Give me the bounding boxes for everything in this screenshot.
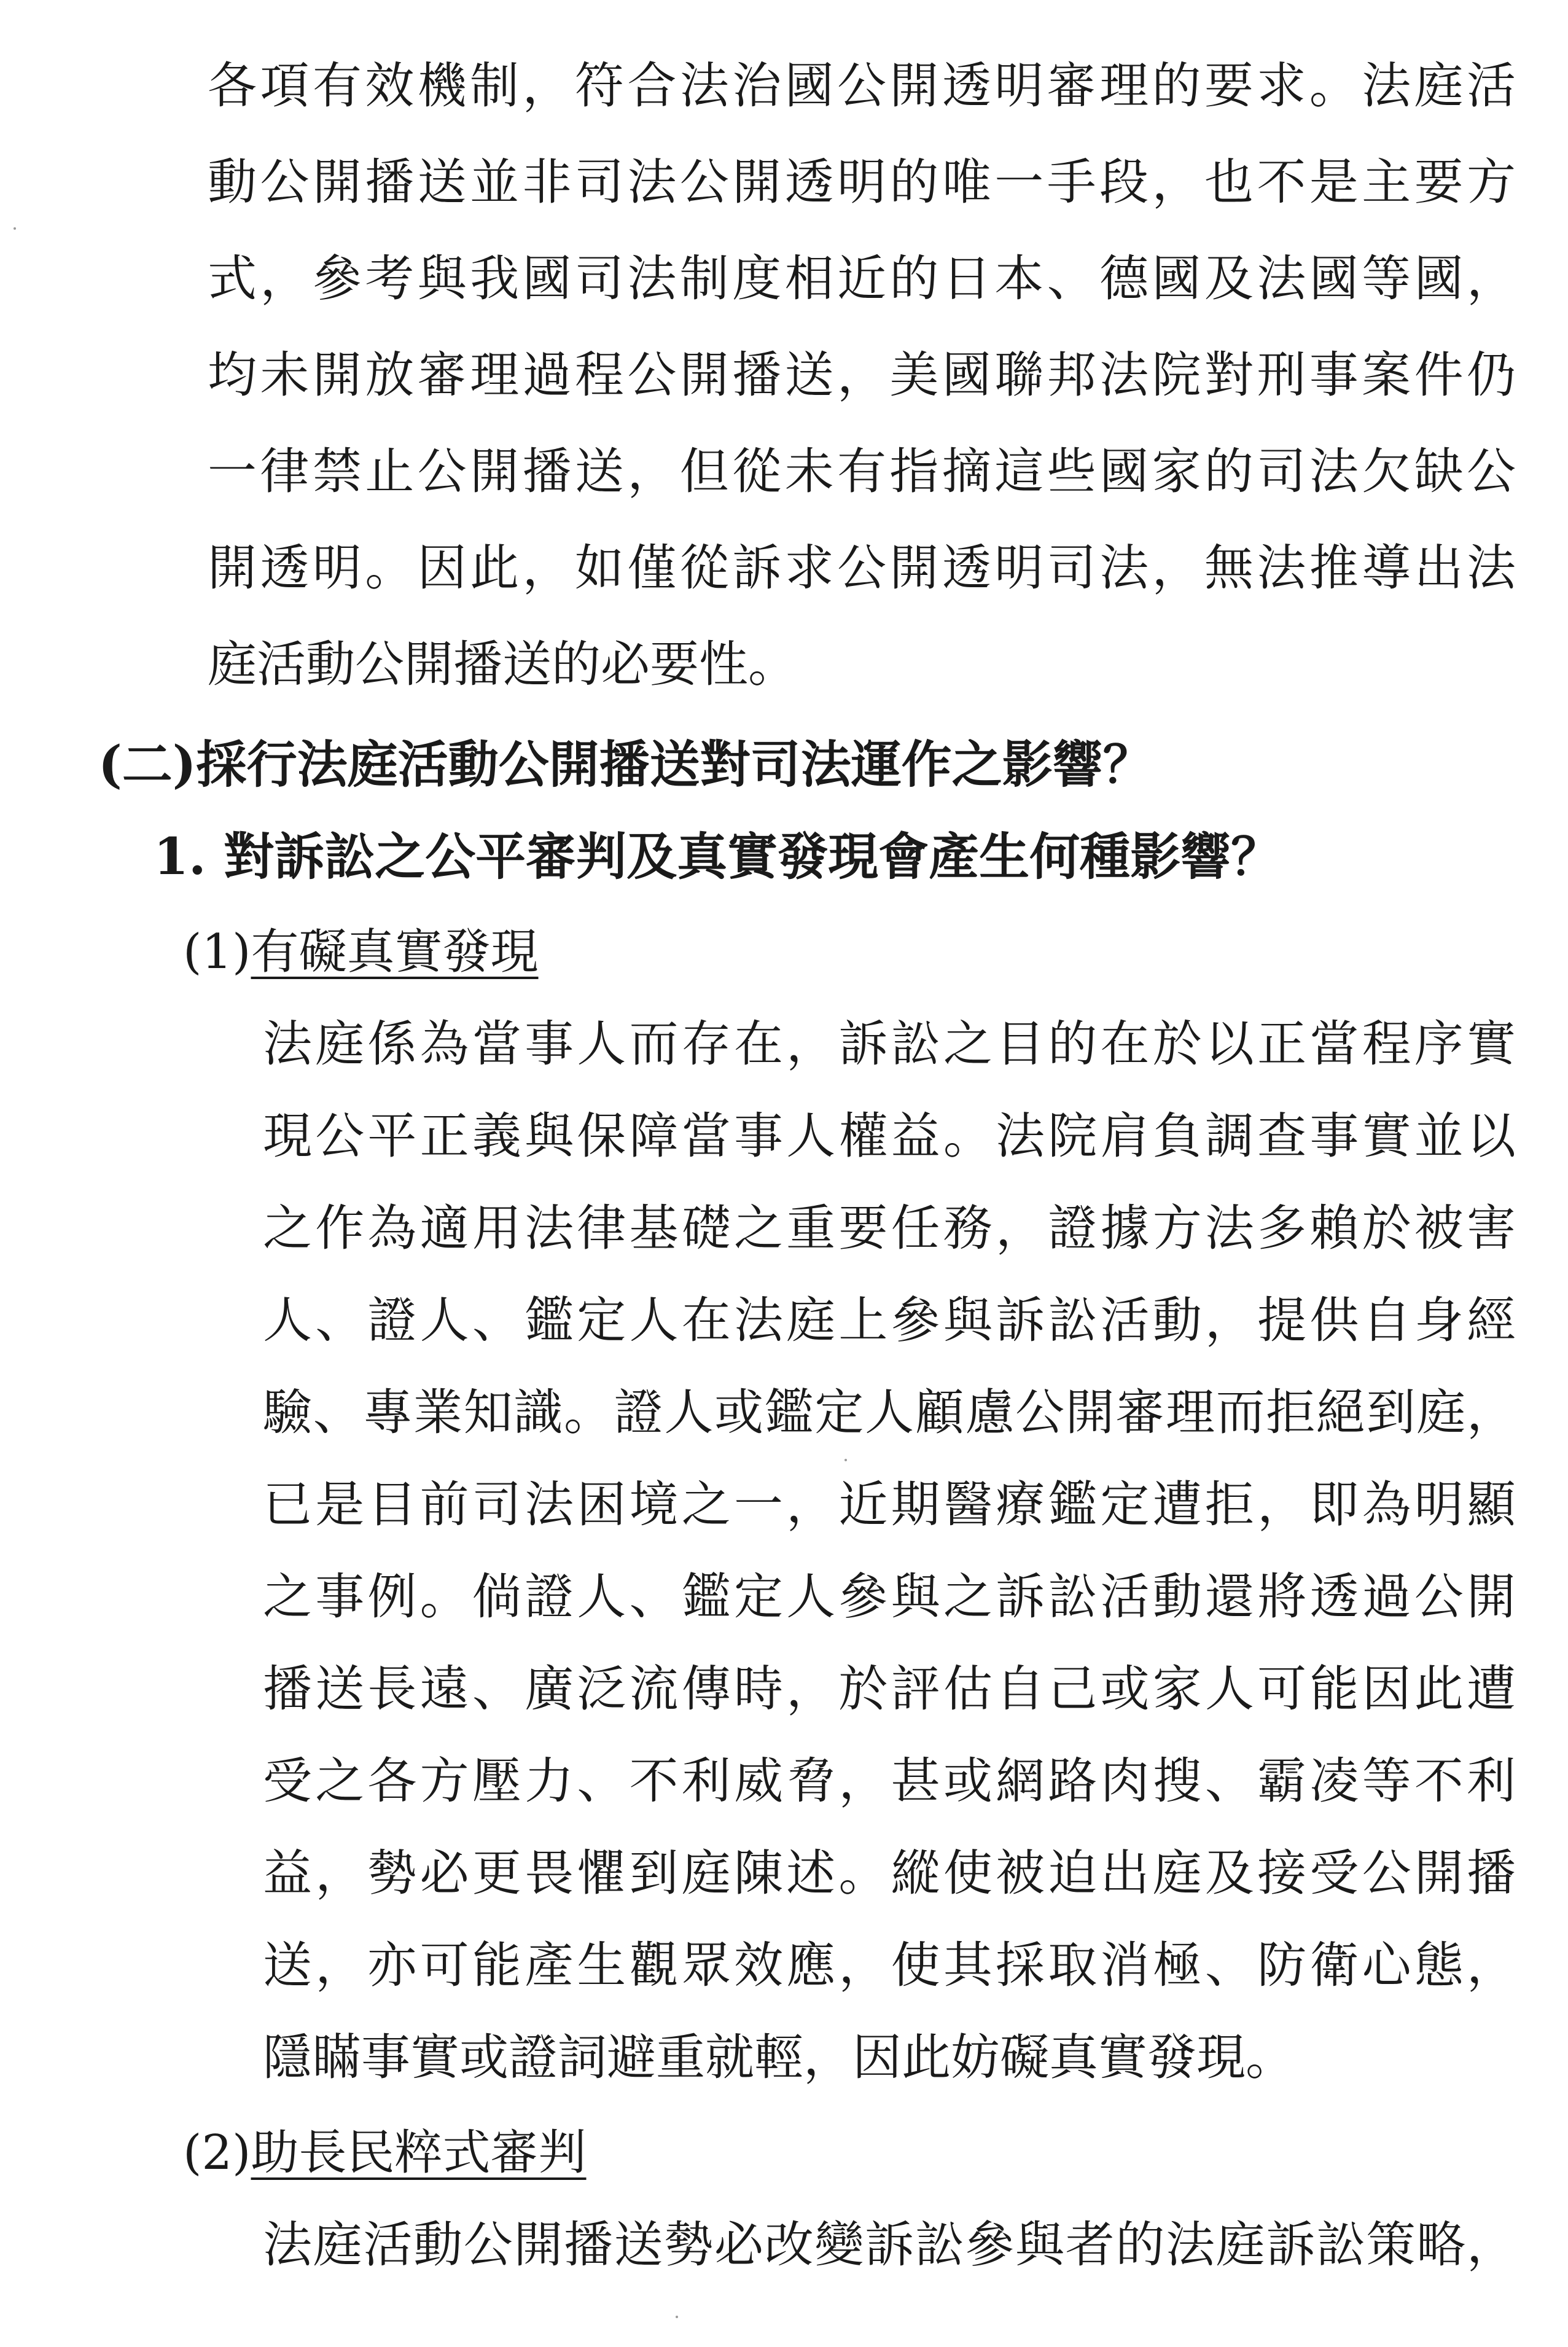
paragraph-line: 庭活動公開播送的必要性。: [208, 636, 797, 693]
paragraph-line: 之事例。倘證人、鑑定人參與之訴訟活動還將透過公開: [263, 1568, 1516, 1625]
paragraph-line: 各項有效機制，符合法治國公開透明審理的要求。法庭活: [208, 57, 1516, 114]
scan-speck: [844, 1459, 847, 1461]
paragraph-line: 隱瞞事實或證詞避重就輕，因此妨礙真實發現。: [263, 2029, 1295, 2086]
section-heading: (二)採行法庭活動公開播送對司法運作之影響？: [98, 735, 1153, 794]
paragraph-line: 均未開放審理過程公開播送，美國聯邦法院對刑事案件仍: [208, 346, 1516, 404]
paragraph-line: 送，亦可能產生觀眾效應，使其採取消極、防衛心態，: [263, 1937, 1516, 1994]
paragraph-line: 現公平正義與保障當事人權益。法院肩負調查事實並以: [263, 1107, 1516, 1165]
paragraph-line: 播送長遠、廣泛流傳時，於評估自己或家人可能因此遭: [263, 1660, 1516, 1717]
paragraph-line: 開透明。因此，如僅從訴求公開透明司法，無法推導出法: [208, 539, 1516, 596]
paragraph-line: 人、證人、鑑定人在法庭上參與訴訟活動，提供自身經: [263, 1292, 1516, 1349]
paragraph-line: 受之各方壓力、不利威脅，甚或網路肉搜、霸凌等不利: [263, 1752, 1516, 1810]
subsection-title: 助長民粹式審判: [251, 2125, 587, 2181]
paragraph-line: 益，勢必更畏懼到庭陳述。縱使被迫出庭及接受公開播: [263, 1845, 1516, 1902]
paragraph-line: 動公開播送並非司法公開透明的唯一手段，也不是主要方: [208, 154, 1516, 211]
scan-speck: [676, 2316, 678, 2318]
paragraph-line: 之作為適用法律基礎之重要任務，證據方法多賴於被害: [263, 1200, 1516, 1257]
subsection-title: 有礙真實發現: [251, 924, 539, 980]
paragraph-line: 驗、專業知識。證人或鑑定人顧慮公開審理而拒絕到庭，: [263, 1384, 1516, 1441]
subsection-number: (2): [183, 2125, 251, 2181]
subsection-number: (1): [183, 924, 251, 980]
scan-speck: [14, 227, 16, 230]
subsection-heading: [183, 921, 539, 983]
paragraph-line: 法庭活動公開播送勢必改變訴訟參與者的法庭訴訟策略，: [263, 2216, 1516, 2273]
paragraph-line: 式，參考與我國司法制度相近的日本、德國及法國等國，: [208, 250, 1516, 307]
subsection-heading: [183, 2122, 587, 2184]
item-heading: 1. 對訴訟之公平審判及真實發現會產生何種影響？: [154, 827, 1282, 886]
paragraph-line: 一律禁止公開播送，但從未有指摘這些國家的司法欠缺公: [208, 443, 1516, 500]
paragraph-line: 法庭係為當事人而存在，訴訟之目的在於以正當程序實: [263, 1015, 1516, 1072]
paragraph-line: 已是目前司法困境之一，近期醫療鑑定遭拒，即為明顯: [263, 1476, 1516, 1533]
